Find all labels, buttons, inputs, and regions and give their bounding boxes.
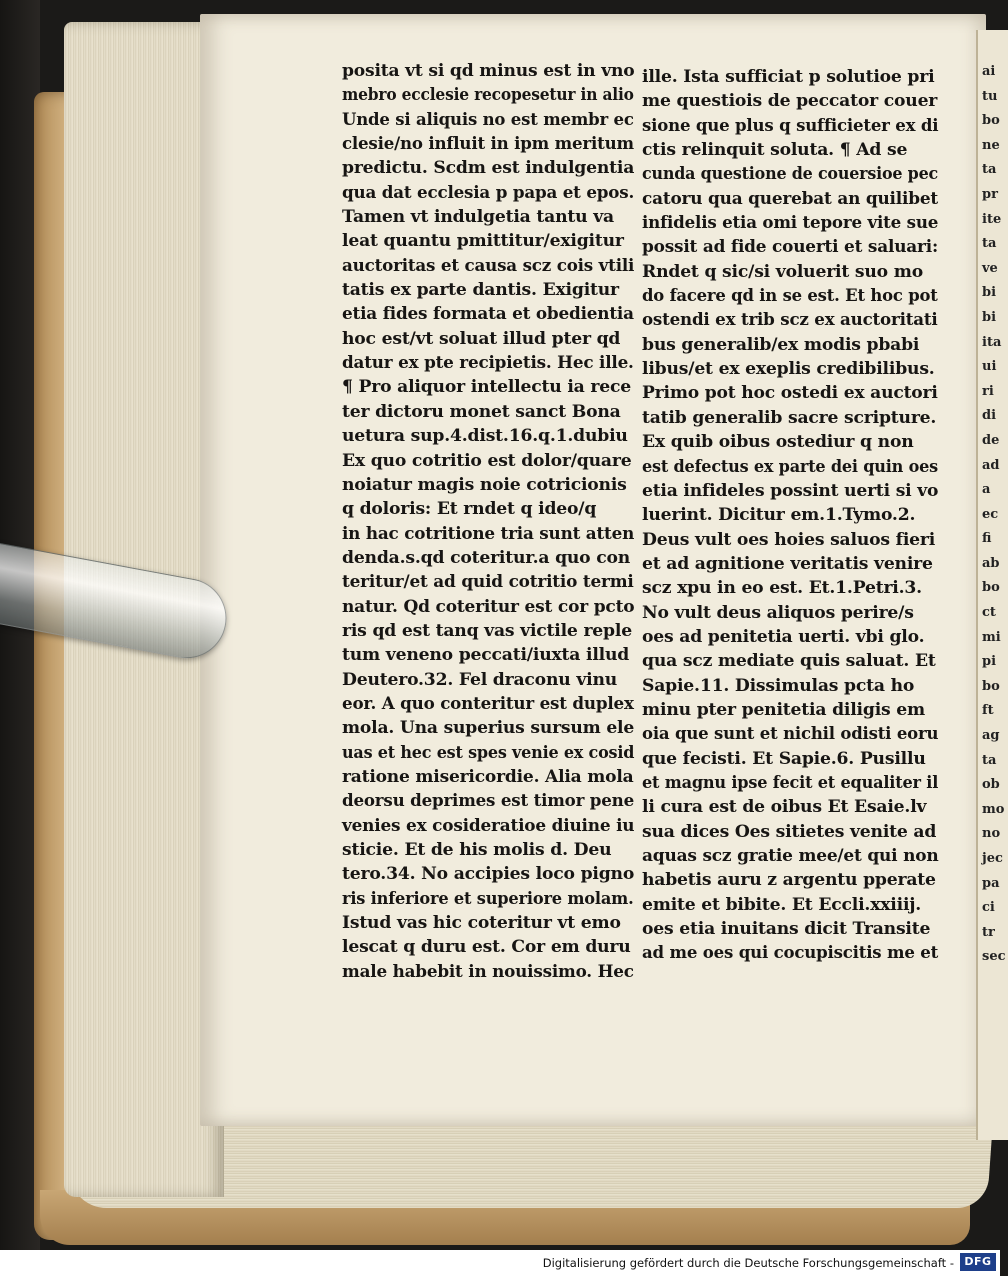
- text-line: Tamen vt indulgetia tantu va: [342, 207, 614, 228]
- text-column-right: [642, 65, 938, 966]
- text-line: teritur/et ad quid cotritio termi: [342, 572, 634, 593]
- text-line: auctoritas et causa scz cois vtili: [342, 255, 635, 276]
- facing-page-fragment: ab: [982, 555, 1000, 571]
- text-line: tatib generalib sacre scripture.: [642, 407, 937, 428]
- text-line: ad me oes qui cocupiscitis me et: [642, 943, 939, 964]
- text-line: uas et hec est spes venie ex cosid: [342, 742, 635, 763]
- facing-page-fragment: pr: [982, 186, 998, 202]
- text-line: infidelis etia omi tepore vite sue: [642, 213, 939, 234]
- text-line: clesie/no influit in ipm meritum: [342, 134, 634, 155]
- text-line: libus/et ex exeplis credibilibus.: [642, 359, 935, 380]
- text-line: oes ad penitetia uerti. vbi glo.: [642, 626, 925, 647]
- facing-page-fragment: ec: [982, 506, 999, 522]
- text-line: ris qd est tanq vas victile reple: [342, 620, 632, 641]
- text-line: luerint. Dicitur em.1.Tymo.2.: [642, 505, 916, 526]
- text-line: habetis auru z argentu pperate: [642, 870, 936, 891]
- text-line: denda.s.qd coteritur.a quo con: [342, 547, 631, 568]
- text-column-left: [342, 59, 634, 984]
- text-line: bus generalib/ex modis pbabi: [642, 334, 920, 355]
- facing-page-fragment: ita: [982, 334, 1002, 350]
- text-line: venies ex cosideratioe diuine iu: [342, 815, 635, 836]
- text-line: mola. Una superius sursum ele: [342, 718, 635, 739]
- text-line: uetura sup.4.dist.16.q.1.dubiu: [342, 426, 628, 447]
- text-line: tero.34. No accipies loco pigno: [342, 864, 635, 885]
- text-line: Istud vas hic coteritur vt emo: [342, 913, 621, 934]
- text-line: catoru qua querebat an quilibet: [642, 188, 938, 209]
- text-line: ter dictoru monet sanct Bona: [342, 401, 621, 422]
- text-line: me questiois de peccator couer: [642, 91, 938, 112]
- facing-page-fragment: bi: [982, 285, 997, 301]
- text-line: Rndet q sic/si voluerit suo mo: [642, 261, 923, 282]
- text-line: tum veneno peccati/iuxta illud: [342, 645, 630, 666]
- text-line: possit ad fide couerti et saluari:: [642, 237, 939, 258]
- text-line: qua scz mediate quis saluat. Et: [642, 651, 936, 672]
- text-line: male habebit in nouissimo. Hec: [342, 961, 634, 982]
- text-line: oes etia inuitans dicit Transite: [642, 919, 931, 940]
- facing-page-fragment: ob: [982, 777, 1000, 793]
- text-line: datur ex pte recipietis. Hec ille.: [342, 353, 634, 374]
- facing-page-fragment: bo: [982, 678, 1000, 694]
- text-line: posita vt si qd minus est in vno: [342, 61, 635, 81]
- facing-page-fragment: bo: [982, 113, 1000, 129]
- facing-page-fragment: jec: [982, 851, 1003, 866]
- text-line: Unde si aliquis no est membr ec: [342, 109, 634, 130]
- text-line: sua dices Oes sitietes venite ad: [642, 821, 937, 842]
- facing-page-fragment: a: [982, 482, 991, 498]
- facing-page-fragment: bo: [982, 580, 1000, 596]
- text-line: natur. Qd coteritur est cor pcto: [342, 596, 635, 617]
- facing-page-fragment: tr: [982, 924, 995, 940]
- text-line: tatis ex parte dantis. Exigitur: [342, 280, 619, 301]
- text-line: ratione misericordie. Alia mola: [342, 766, 634, 787]
- text-line: ¶ Pro aliquor intellectu ia rece: [342, 377, 631, 398]
- text-line: in hac cotritione tria sunt atten: [342, 523, 635, 544]
- facing-page-fragment: ta: [982, 752, 997, 768]
- funding-credit: Digitalisierung gefördert durch die Deutsche Forschungsgemeinschaft -: [542, 1256, 954, 1270]
- text-line: oia que sunt et nichil odisti eoru: [642, 724, 939, 745]
- facing-page-fragment: ve: [982, 260, 998, 276]
- text-line: do facere qd in se est. Et hoc pot: [642, 286, 938, 307]
- facing-page-fragment: ui: [982, 359, 997, 375]
- text-line: etia infideles possint uerti si vo: [642, 480, 939, 501]
- facing-page-fragment: pi: [982, 654, 997, 670]
- facing-page-fragment: ta: [982, 162, 997, 178]
- text-line: que fecisti. Et Sapie.6. Pusillu: [642, 748, 926, 769]
- text-line: scz xpu in eo est. Et.1.Petri.3.: [642, 578, 922, 599]
- text-line: ostendi ex trib scz ex auctoritati: [642, 310, 938, 331]
- text-line: li cura est de oibus Et Esaie.lv: [642, 797, 927, 818]
- facing-page-text: [982, 60, 1006, 1020]
- text-line: noiatur magis noie cotricionis: [342, 474, 627, 495]
- facing-page-fragment: tu: [982, 88, 998, 104]
- facing-page-fragment: ag: [982, 728, 1000, 744]
- text-line: mebro ecclesie recopesetur in alio: [342, 85, 634, 106]
- text-line: Ex quo cotritio est dolor/quare: [342, 450, 632, 471]
- facing-page-fragment: ne: [982, 137, 1000, 153]
- text-line: et ad agnitione veritatis venire: [642, 553, 933, 574]
- text-line: aquas scz gratie mee/et qui non: [642, 846, 939, 866]
- text-line: ris inferiore et superiore molam.: [342, 888, 634, 909]
- facing-page-fragment: mi: [982, 629, 1001, 645]
- facing-page-fragment: ta: [982, 236, 997, 252]
- facing-page-fragment: no: [982, 826, 1001, 842]
- facing-page-fragment: ite: [982, 211, 1002, 227]
- facing-page-fragment: mo: [982, 801, 1005, 817]
- dfg-logo: DFG: [960, 1253, 996, 1271]
- facing-page-fragment: ft: [982, 703, 994, 719]
- facing-page-fragment: de: [982, 432, 1000, 448]
- facing-page-fragment: bi: [982, 309, 997, 325]
- text-line: Sapie.11. Dissimulas pcta ho: [642, 675, 915, 696]
- footer-bar: [0, 1250, 1000, 1276]
- text-line: lescat q duru est. Cor em duru: [342, 937, 631, 958]
- facing-page-fragment: ai: [982, 64, 996, 79]
- facing-page-fragment: ad: [982, 457, 1000, 473]
- facing-page-fragment: ct: [982, 605, 996, 621]
- facing-page-fragment: ri: [982, 383, 994, 399]
- text-line: leat quantu pmittitur/exigitur: [342, 231, 624, 252]
- text-line: sticie. Et de his molis d. Deu: [342, 840, 612, 860]
- text-line: Ex quib oibus ostediur q non: [642, 432, 914, 453]
- text-line: Deus vult oes hoies saluos fieri: [642, 529, 936, 550]
- text-line: Deutero.32. Fel draconu vinu: [342, 669, 618, 690]
- text-line: minu pter penitetia diligis em: [642, 699, 925, 720]
- facing-page-fragment: di: [982, 408, 997, 424]
- facing-page-fragment: ci: [982, 900, 995, 916]
- text-line: qua dat ecclesia p papa et epos.: [342, 182, 635, 203]
- text-line: cunda questione de couersioe pec: [642, 164, 939, 185]
- text-line: deorsu deprimes est timor pene: [342, 791, 635, 812]
- facing-page-fragment: pa: [982, 875, 1000, 891]
- text-line: est defectus ex parte dei quin oes: [642, 456, 938, 477]
- facing-page-fragment: sec: [982, 949, 1006, 965]
- text-line: sione que plus q sufficieter ex di: [642, 115, 939, 136]
- text-line: q doloris: Et rndet q ideo/q: [342, 499, 597, 520]
- text-line: etia fides formata et obedientia: [342, 304, 634, 325]
- text-line: ille. Ista sufficiat p solutioe pri: [642, 67, 935, 87]
- text-line: predictu. Scdm est indulgentia: [342, 158, 635, 179]
- text-line: emite et bibite. Et Eccli.xxiiij.: [642, 894, 922, 915]
- text-line: et magnu ipse fecit et equaliter il: [642, 772, 939, 793]
- text-line: Primo pot hoc ostedi ex auctori: [642, 383, 938, 404]
- text-line: No vult deus aliquos perire/s: [642, 602, 914, 623]
- text-line: eor. A quo conteritur est duplex: [342, 693, 634, 714]
- text-line: hoc est/vt soluat illud pter qd: [342, 328, 621, 349]
- facing-page-fragment: fi: [982, 531, 992, 547]
- text-line: ctis relinquit soluta. ¶ Ad se: [642, 140, 908, 161]
